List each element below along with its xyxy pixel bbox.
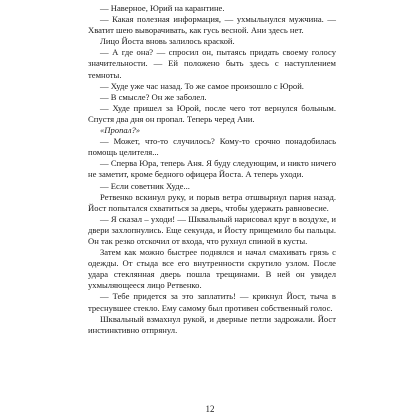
paragraph: Шквальный взмахнул рукой, и дверные петли задрожали. Йост инстинктивно отпрянул.	[88, 313, 336, 335]
paragraph: Лицо Йоста вновь залилось краской.	[100, 36, 235, 47]
paragraph: — Сперва Юра, теперь Аня. Я буду следующим, и никто ничего не заметит, кроме бедного офицера Йоста. А теперь уходи.	[88, 158, 336, 180]
paragraph: — А где она? — спросил он, пытаясь придать своему голосу значительности. — Ей положено быть здесь с наступлением темноты.	[88, 47, 336, 80]
paragraph: — Худе уже час назад. То же самое произошло с Юрой.	[100, 80, 304, 91]
body-text	[88, 3, 336, 336]
paragraph: — Может, что-то случилось? Кому-то срочно понадобилась помощь целителя...	[88, 136, 336, 158]
paragraph: Ретвенко вскинул руку, и порыв ветра отшвырнул парня назад. Йост попытался схватиться за дверь, чтобы удержать равновесие.	[88, 191, 336, 213]
paragraph: — Худе пришел за Юрой, после чего тот вернулся больным. Спустя два дня он пропал. Теперь черед Ани.	[88, 102, 336, 124]
paragraph: — Если советник Худе...	[100, 180, 190, 191]
page-number: 12	[205, 404, 215, 414]
paragraph: — Наверное, Юрий на карантине.	[100, 3, 225, 13]
paragraph: — В смысле? Он же заболел.	[100, 91, 207, 102]
paragraph: — Какая полезная информация, — ухмыльнулся мужчина. — Хватит шею выворачивать, как гусь весной. Ани здесь нет.	[88, 14, 336, 36]
paragraph: — Тебе придется за это заплатить! — крикнул Йост, тыча в треснувшее стекло. Ему самому был противен собственный голос.	[88, 291, 336, 313]
paragraph: — Я сказал – уходи! — Шквальный нарисовал круг в воздухе, и двери захлопнулись. Еще секунда, и Йосту прищемило бы пальцы. Он так резко отскочил от входа, что рухнул спиной в кусты.	[88, 213, 336, 246]
paragraph-thought: «Пропал?»	[100, 125, 141, 136]
paragraph: Затем как можно быстрее поднялся и начал смахивать грязь с одежды. От стыда все его внутренности скрутило узлом. После удара стеклянная дверь пошла трещинами. В ней он увидел ухмыляющееся лицо Ретвенко.	[88, 247, 336, 291]
